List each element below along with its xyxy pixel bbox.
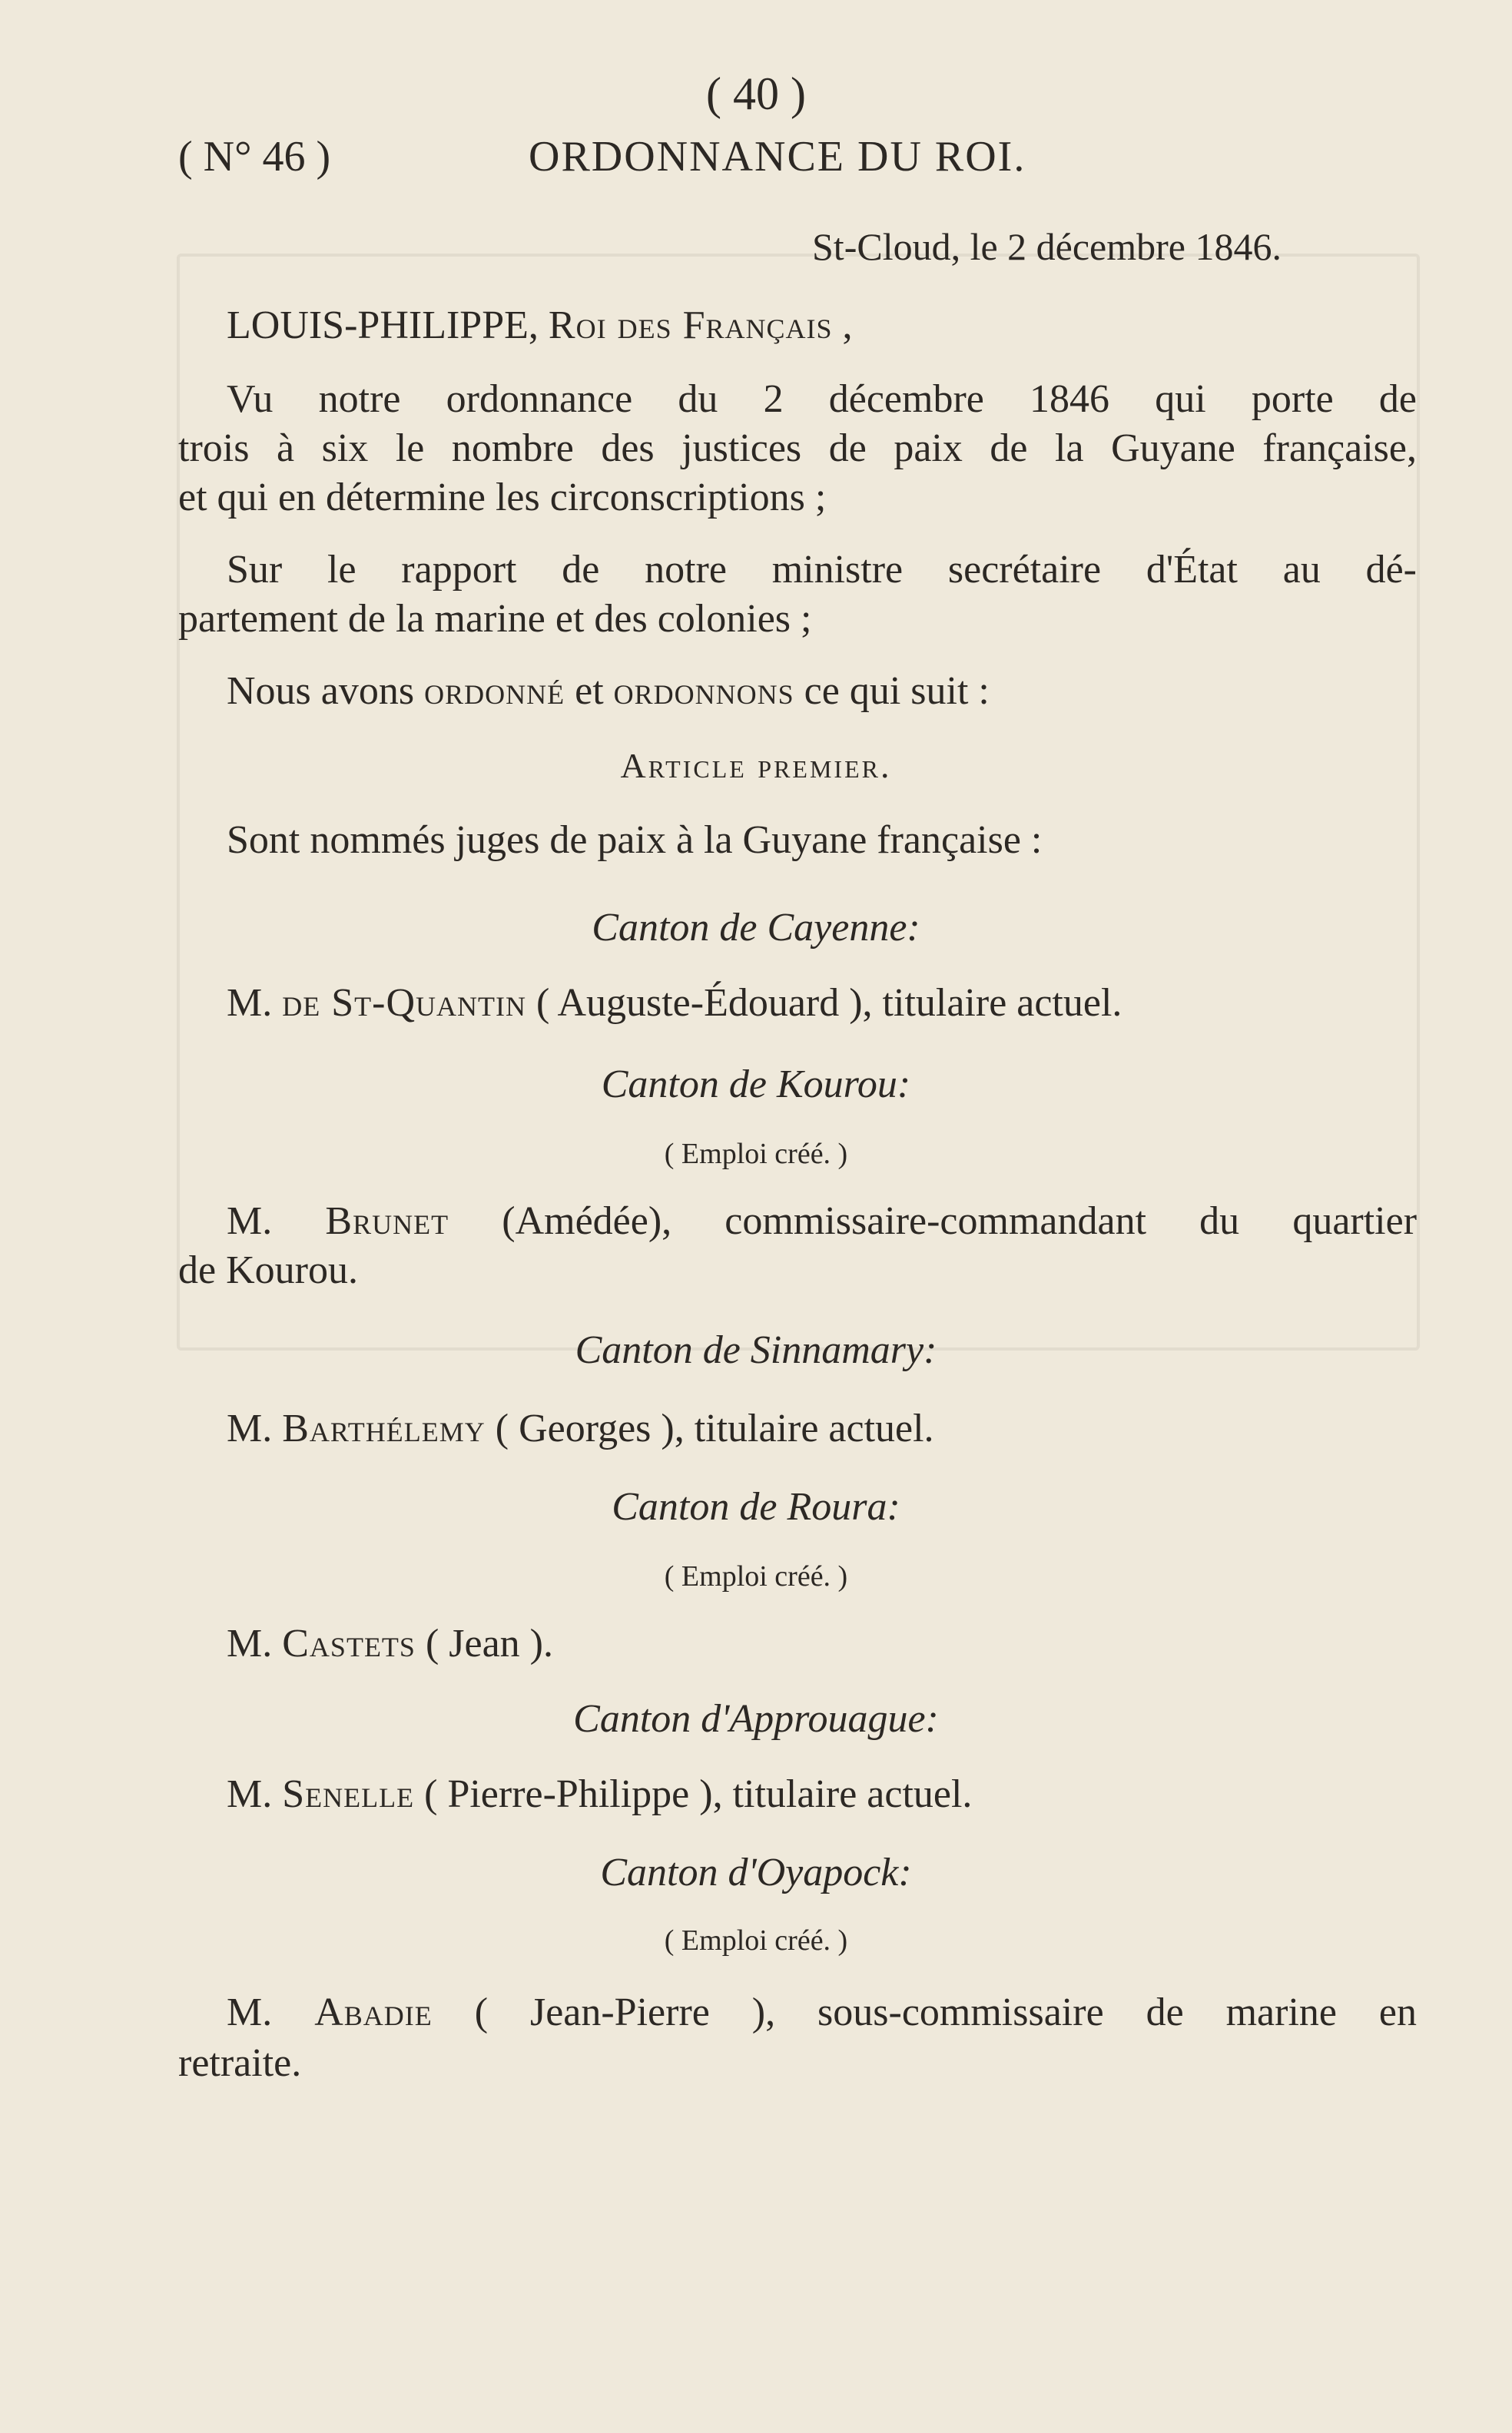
canton-heading: Canton de Sinnamary: [575,1328,937,1372]
judge-entry [227,1772,1417,1817]
canton-heading: Canton de Kourou: [601,1062,911,1106]
king-name: LOUIS-PHILIPPE [227,303,529,347]
judge-details: ( Auguste-Édouard ), titulaire actuel. [536,981,1122,1025]
judge-surname: de St-Quantin [282,981,526,1025]
judge-entry-continuation: retraite. [178,2041,302,2085]
emploi-note: ( Emploi créé. ) [664,1138,848,1170]
preamble-nous-line [227,668,1417,714]
king-line: LOUIS-PHILIPPE, Roi des Français , [227,303,853,347]
judge-entry [227,1198,1417,1244]
nous-et: et [575,669,604,713]
nous-ordonne: ordonné [424,669,565,713]
emploi-note: ( Emploi créé. ) [664,1924,848,1957]
article-heading: Article premier. [620,746,892,785]
judge-surname: Castets [282,1622,416,1666]
judge-surname: Abadie [314,1990,433,2034]
judge-prefix: M. [227,1407,273,1450]
judge-entry [227,980,1417,1026]
judge-surname: Barthélemy [282,1407,486,1450]
preamble-vu-line-3: et qui en détermine les circonscriptions ; [178,476,827,519]
nous-suffix: ce qui suit : [804,669,990,713]
judge-details: ( Pierre-Philippe ), titulaire actuel. [424,1772,973,1816]
judge-surname: Senelle [282,1772,415,1816]
preamble-rapport-line-1: Sur le rapport de notre ministre secrétaire d'État au dé- [227,548,1417,592]
canton-heading: Canton de Cayenne: [592,906,920,950]
page-number: ( 40 ) [706,68,806,119]
judge-details: ( Jean-Pierre ), sous-commissaire de marine en [474,1990,1418,2034]
nous-ordonnons: ordonnons [613,669,794,713]
judge-entry [227,1621,1417,1666]
preamble-vu-line-2: trois à six le nombre des justices de paix de la Guyane française, [178,426,1417,470]
judge-details: ( Georges ), titulaire actuel. [495,1407,934,1450]
emploi-note: ( Emploi créé. ) [664,1560,848,1593]
judge-details: (Amédée), commissaire-commandant du quartier [502,1199,1418,1243]
article-intro: Sont nommés juges de paix à la Guyane française : [227,818,1043,862]
canton-heading: Canton d'Oyapock: [600,1851,912,1894]
judge-prefix: M. [227,981,273,1025]
judge-surname: Brunet [325,1199,449,1243]
document-number: ( N° 46 ) [178,133,331,181]
preamble-vu-line-1: Vu notre ordonnance du 2 décembre 1846 qui porte de [227,377,1417,421]
judge-prefix: M. [227,1990,273,2034]
judge-prefix: M. [227,1622,273,1666]
judge-entry-continuation: de Kourou. [178,1248,358,1292]
judge-entry [227,1990,1417,2035]
canton-heading: Canton d'Approuague: [573,1697,939,1741]
canton-heading: Canton de Roura: [612,1485,900,1529]
judge-details: ( Jean ). [425,1622,553,1666]
document-title: ORDONNANCE DU ROI. [529,133,1026,181]
nous-prefix: Nous avons [227,669,415,713]
king-title: Roi des Français [548,303,833,347]
judge-prefix: M. [227,1772,273,1816]
judge-prefix: M. [227,1199,273,1243]
dateline: St-Cloud, le 2 décembre 1846. [812,225,1282,268]
preamble-rapport-line-2: partement de la marine et des colonies ; [178,597,812,641]
judge-entry [227,1406,1417,1451]
